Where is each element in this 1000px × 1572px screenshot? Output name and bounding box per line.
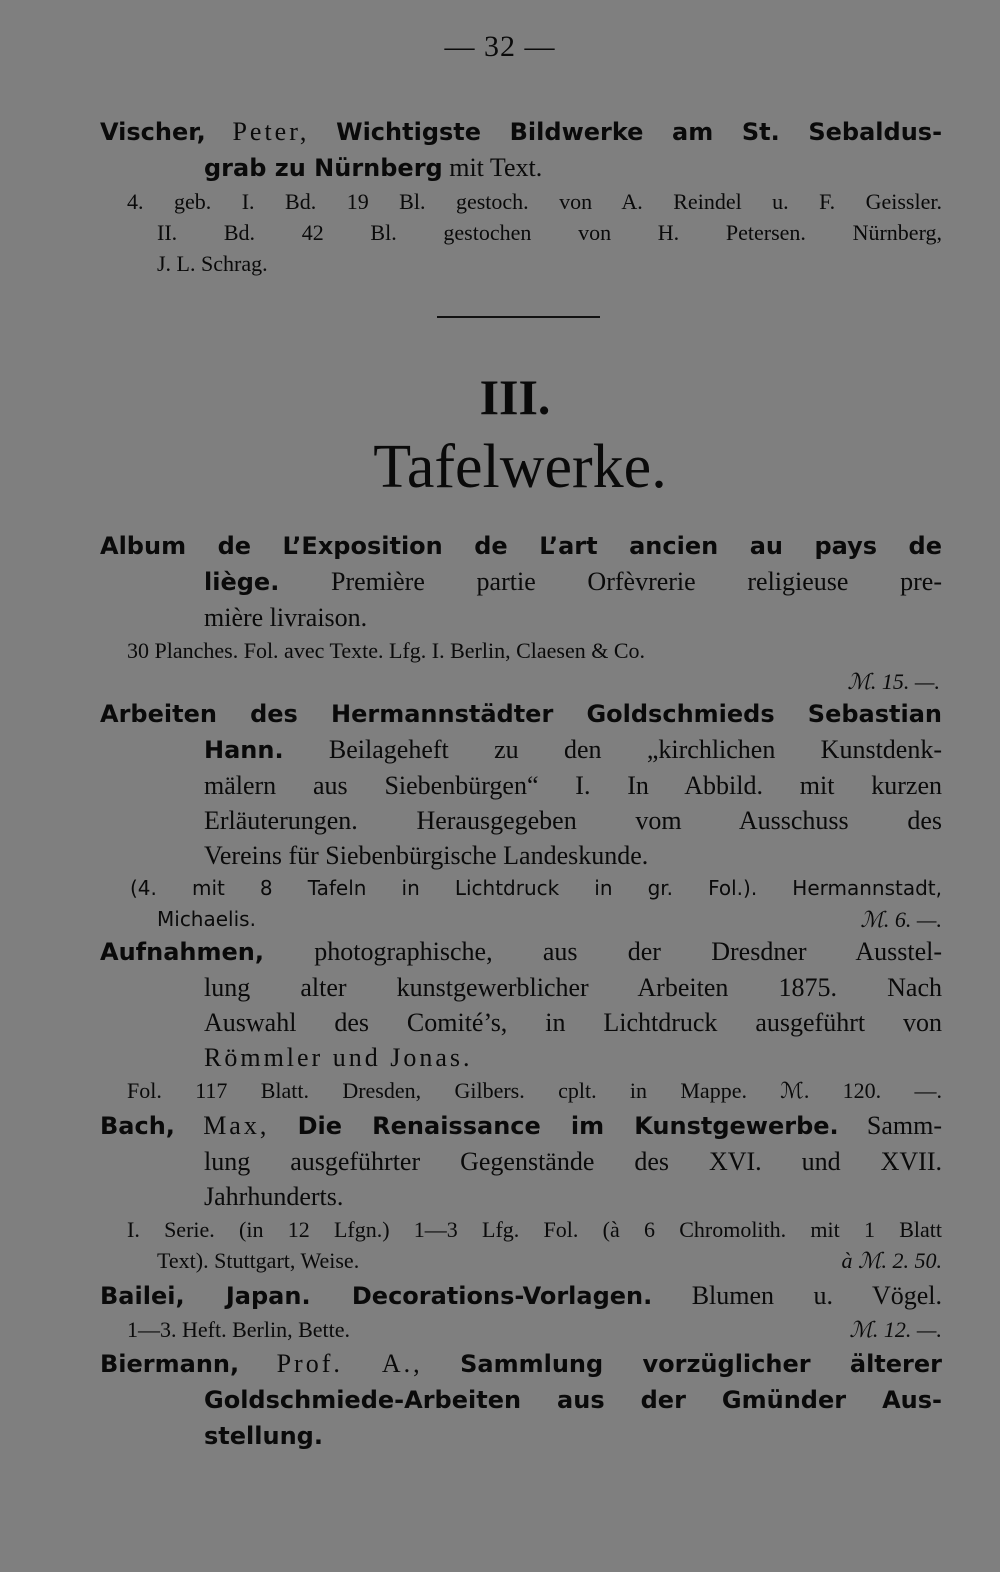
section-divider — [437, 316, 600, 318]
entry-line — [100, 732, 942, 768]
author-name: Biermann, — [100, 1350, 240, 1378]
publication-details: 4. geb. I. Bd. 19 Bl. gestoch. von A. Reindel u. F. Geissler. — [127, 189, 942, 214]
publication-details: I. Serie. (in 12 Lfgn.) 1—3 Lfg. Fol. (à 6 Chromolith. mit 1 Blatt — [127, 1217, 942, 1242]
page-number: — 32 — — [444, 30, 556, 63]
entry-album — [100, 528, 942, 697]
description-text: Erläuterungen. Herausgegeben vom Ausschuss des — [204, 806, 942, 835]
publisher: Text). Stuttgart, Weise. — [157, 1248, 360, 1273]
title-text: liège. — [204, 568, 280, 596]
author-name: Vischer, — [100, 118, 206, 146]
entry-line — [100, 1382, 942, 1418]
description-text: Blumen u. Vögel. — [691, 1281, 942, 1310]
title-text: Bailei, Japan. Decorations-Vorlagen. — [100, 1282, 653, 1310]
entry-line — [100, 1346, 942, 1382]
price: ℳ. 12. —. — [849, 1317, 942, 1342]
description-text: Samm- — [866, 1111, 942, 1140]
description-text: lung alter kunstgewerblicher Arbeiten 1875. Nach — [204, 973, 942, 1002]
entry-line — [100, 696, 942, 732]
author-firstname: Prof. A., — [276, 1349, 423, 1378]
description-text: Beilageheft zu den „kirchlichen Kunstdenk- — [328, 735, 942, 764]
title-text: Album de L’Exposition de L’art ancien au pays de — [100, 532, 942, 560]
entry-line — [100, 1314, 942, 1345]
entry-aufnahmen — [100, 934, 942, 1106]
price: ℳ. 6. —. — [860, 907, 942, 932]
author-firstname: Peter, — [232, 117, 310, 146]
title-text: Goldschmiede-Arbeiten aus der Gmünder Aus- — [204, 1386, 942, 1414]
title-text: Arbeiten des Hermannstädter Goldschmieds Sebastian — [100, 700, 942, 728]
entry-line — [100, 1418, 942, 1454]
price: à ℳ. 2. 50. — [841, 1248, 942, 1273]
publication-details: 30 Planches. Fol. avec Texte. Lfg. I. Berlin, Claesen & Co. — [127, 638, 645, 663]
description-text: mière livraison. — [204, 603, 368, 632]
author-name: Bach, — [100, 1112, 175, 1140]
publisher: J. L. Schrag. — [157, 251, 268, 276]
entry-line — [100, 1278, 942, 1314]
description-text: photographische, aus der Dresdner Ausstel- — [314, 937, 942, 966]
entry-line — [100, 564, 942, 600]
price: ℳ. 15. —. — [847, 669, 940, 694]
entry-line — [100, 904, 942, 935]
description-text: mit Text. — [449, 153, 543, 182]
title-text: Wichtigste Bildwerke am St. Sebaldus- — [336, 118, 942, 146]
entry-line — [100, 528, 942, 564]
description-text: Römmler und Jonas. — [204, 1043, 473, 1072]
entry-arbeiten — [100, 696, 942, 935]
publication-details: (4. mit 8 Tafeln in Lichtdruck in gr. Fol.). Hermannstadt, — [130, 876, 942, 900]
section-number: III. — [479, 369, 551, 425]
entry-line — [100, 150, 942, 186]
title-text: stellung. — [204, 1422, 323, 1450]
description-text: lung ausgeführter Gegenstände des XVI. und XVII. — [204, 1147, 942, 1176]
description-text: Première partie Orfèvrerie religieuse pre- — [331, 567, 942, 596]
entry-line — [100, 114, 942, 150]
title-text: Die Renaissance im Kunstgewerbe. — [297, 1112, 839, 1140]
description-text: Auswahl des Comité’s, in Lichtdruck ausgeführt von — [204, 1008, 942, 1037]
publication-details: Fol. 117 Blatt. Dresden, Gilbers. cplt. in Mappe. ℳ. 120. —. — [127, 1078, 942, 1103]
title-text: Aufnahmen, — [100, 938, 264, 966]
title-text: Hann. — [204, 736, 284, 764]
publisher: Michaelis. — [157, 907, 256, 931]
entry-bach — [100, 1108, 942, 1276]
entry-line — [100, 1245, 942, 1276]
publisher: 1—3. Heft. Berlin, Bette. — [127, 1317, 351, 1342]
author-firstname: Max, — [203, 1111, 270, 1140]
entry-biermann — [100, 1346, 942, 1454]
entry-line — [100, 1108, 942, 1144]
entry-bailei — [100, 1278, 942, 1345]
description-text: Vereins für Siebenbürgische Landeskunde. — [204, 841, 649, 870]
description-text: Jahrhunderts. — [204, 1182, 344, 1211]
section-title: Tafelwerke. — [373, 433, 667, 501]
entry-line — [100, 934, 942, 970]
entry-vischer — [100, 114, 942, 279]
publication-details: II. Bd. 42 Bl. gestochen von H. Petersen. Nürnberg, — [157, 220, 942, 245]
title-text: grab zu Nürnberg — [204, 154, 443, 182]
title-text: Sammlung vorzüglicher älterer — [460, 1350, 942, 1378]
description-text: mälern aus Siebenbürgen“ I. In Abbild. mit kurzen — [204, 771, 942, 800]
